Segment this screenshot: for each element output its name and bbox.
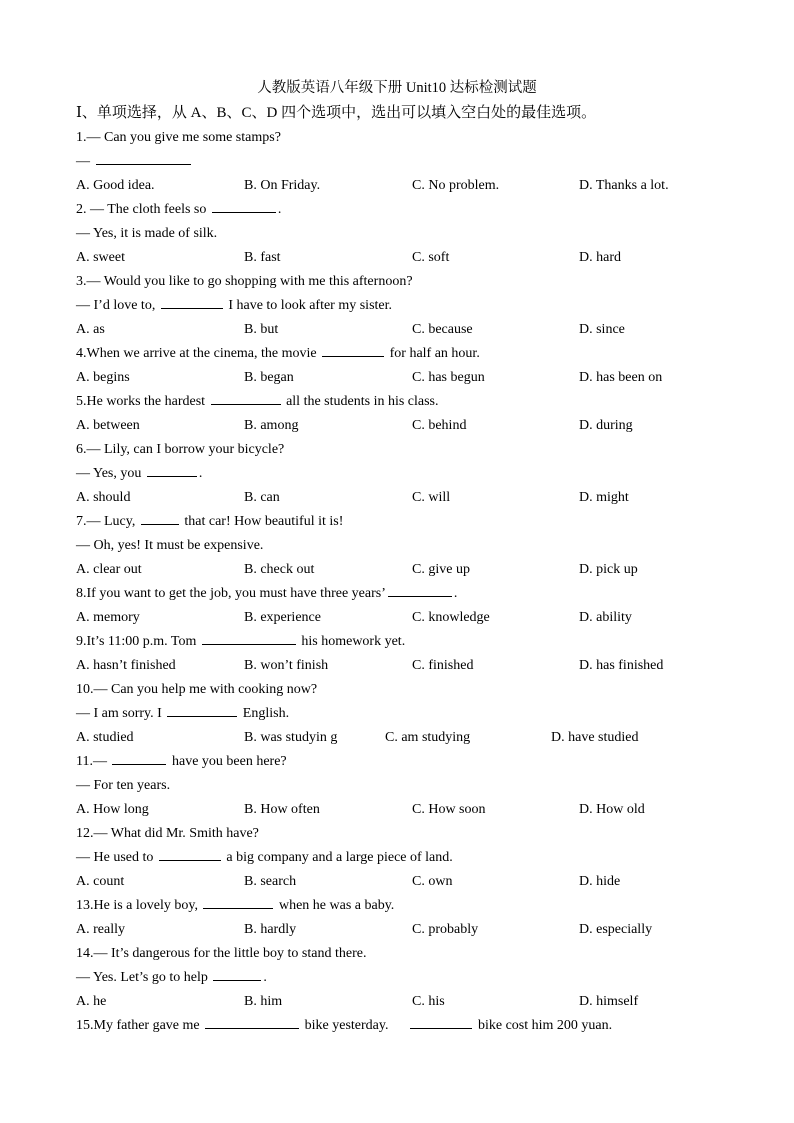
option-b[interactable]: B. was studyin g [244,730,338,745]
option-a[interactable]: A. really [76,922,125,937]
option-b[interactable]: B. On Friday. [244,178,321,193]
option-c[interactable]: C. finished [412,658,474,673]
q8-options [76,606,716,630]
option-c[interactable]: C. behind [412,418,467,433]
q12-options [76,870,716,894]
option-d[interactable]: D. How old [579,802,645,817]
option-c[interactable]: C. knowledge [412,610,490,625]
answer-blank[interactable] [388,582,452,597]
q4-stem: 4.When we arrive at the cinema, the movie for half an hour. [76,342,716,366]
section-heading: Ⅰ、单项选择，从 A、B、C、D 四个选项中，选出可以填入空白处的最佳选项。 [76,105,597,121]
option-d[interactable]: D. himself [579,994,639,1009]
option-a[interactable]: A. How long [76,802,149,817]
answer-blank[interactable] [161,294,223,309]
option-d[interactable]: D. Thanks a lot. [579,178,669,193]
answer-blank[interactable] [211,390,281,405]
q5-stem: 5.He works the hardest all the students in his class. [76,390,716,414]
q15-stem: 15.My father gave me bike yesterday. bike cost him 200 yuan. [76,1014,716,1038]
option-d[interactable]: D. especially [579,922,653,937]
answer-blank[interactable] [167,702,237,717]
option-c[interactable]: C. probably [412,922,479,937]
option-c[interactable]: C. No problem. [412,178,500,193]
answer-blank[interactable] [212,198,276,213]
q12-reply: — He used to a big company and a large piece of land. [76,846,716,870]
q2-options [76,246,716,270]
q2-stem: 2. — The cloth feels so . [76,198,716,222]
option-c[interactable]: C. own [412,874,453,889]
option-a[interactable]: A. count [76,874,125,889]
option-b[interactable]: B. check out [244,562,315,577]
option-d[interactable]: D. hide [579,874,621,889]
option-b[interactable]: B. experience [244,610,321,625]
option-a[interactable]: A. studied [76,730,134,745]
option-b[interactable]: B. search [244,874,297,889]
option-d[interactable]: D. has been on [579,370,663,385]
option-b[interactable]: B. How often [244,802,320,817]
answer-blank[interactable] [202,630,296,645]
option-b[interactable]: B. won’t finish [244,658,329,673]
q10-options [76,726,716,750]
q3-stem: 3.— Would you like to go shopping with me this afternoon? [76,274,413,289]
q1-options [76,174,716,198]
option-c[interactable]: C. because [412,322,473,337]
option-a[interactable]: A. he [76,994,107,1009]
q14-stem: 14.— It’s dangerous for the little boy to stand there. [76,946,367,961]
q12-stem: 12.— What did Mr. Smith have? [76,826,259,841]
option-a[interactable]: A. begins [76,370,130,385]
option-a[interactable]: A. hasn’t finished [76,658,176,673]
option-c[interactable]: C. has begun [412,370,485,385]
option-a[interactable]: A. should [76,490,131,505]
answer-blank[interactable] [322,342,384,357]
option-a[interactable]: A. sweet [76,250,125,265]
option-b[interactable]: B. fast [244,250,281,265]
q11-reply: — For ten years. [76,778,171,793]
option-d[interactable]: D. since [579,322,625,337]
q14-options [76,990,716,1014]
option-a[interactable]: A. Good idea. [76,178,155,193]
answer-blank[interactable] [112,750,166,765]
option-b[interactable]: B. him [244,994,283,1009]
answer-blank[interactable] [159,846,221,861]
question-list [76,126,716,1038]
q6-options [76,486,716,510]
answer-blank[interactable] [205,1014,299,1029]
q2-reply: — Yes, it is made of silk. [76,226,218,241]
option-d[interactable]: D. hard [579,250,621,265]
option-d[interactable]: D. ability [579,610,632,625]
option-d[interactable]: D. might [579,490,629,505]
q6-reply: — Yes, you . [76,462,716,486]
option-b[interactable]: B. among [244,418,299,433]
answer-blank[interactable] [147,462,197,477]
q11-options [76,798,716,822]
q3-options [76,318,716,342]
option-d[interactable]: D. has finished [579,658,664,673]
option-c[interactable]: C. soft [412,250,450,265]
option-b[interactable]: B. hardly [244,922,297,937]
answer-blank[interactable] [141,510,179,525]
option-b[interactable]: B. can [244,490,280,505]
option-a[interactable]: A. memory [76,610,140,625]
q7-stem: 7.— Lucy, that car! How beautiful it is! [76,510,716,534]
q4-options [76,366,716,390]
answer-blank[interactable] [96,150,191,165]
q9-stem: 9.It’s 11:00 p.m. Tom his homework yet. [76,630,716,654]
q7-options [76,558,716,582]
q11-stem: 11.— have you been here? [76,750,716,774]
q1-stem: 1.— Can you give me some stamps? [76,130,281,145]
q9-options [76,654,716,678]
option-c[interactable]: C. How soon [412,802,486,817]
option-c[interactable]: C. am studying [385,730,471,745]
q14-reply: — Yes. Let’s go to help . [76,966,716,990]
option-a[interactable]: A. as [76,322,105,337]
option-b[interactable]: B. but [244,322,279,337]
q10-reply: — I am sorry. I English. [76,702,716,726]
q13-stem: 13.He is a lovely boy, when he was a baby. [76,894,716,918]
q5-options [76,414,716,438]
q7-reply: — Oh, yes! It must be expensive. [76,538,264,553]
option-d[interactable]: D. during [579,418,633,433]
option-d[interactable]: D. have studied [551,730,639,745]
option-a[interactable]: A. between [76,418,140,433]
answer-blank[interactable] [213,966,261,981]
option-c[interactable]: C. will [412,490,451,505]
answer-blank[interactable] [410,1014,472,1029]
q1-reply: — [76,150,716,174]
page-title: 人教版英语八年级下册 Unit10 达标检测试题 [257,80,537,96]
answer-blank[interactable] [203,894,273,909]
option-b[interactable]: B. began [244,370,294,385]
option-c[interactable]: C. give up [412,562,470,577]
q6-stem: 6.— Lily, can I borrow your bicycle? [76,442,285,457]
q8-stem: 8.If you want to get the job, you must have three years’ . [76,582,716,606]
q10-stem: 10.— Can you help me with cooking now? [76,682,318,697]
option-d[interactable]: D. pick up [579,562,638,577]
q13-options [76,918,716,942]
q3-reply: — I’d love to, I have to look after my sister. [76,294,716,318]
option-a[interactable]: A. clear out [76,562,142,577]
option-c[interactable]: C. his [412,994,445,1009]
